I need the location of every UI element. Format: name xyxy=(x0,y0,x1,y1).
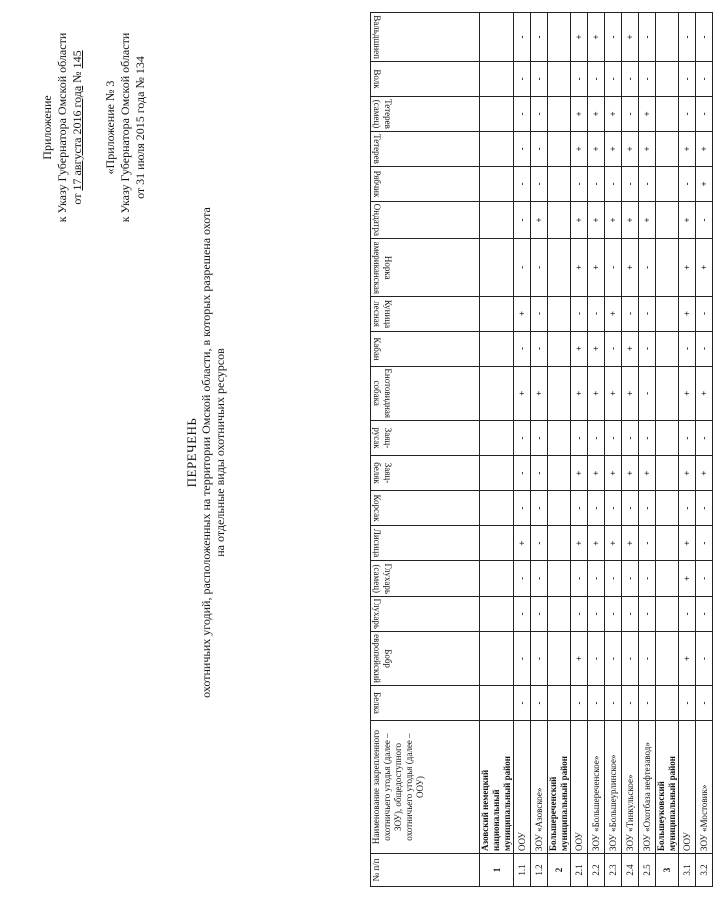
permission-mark: + xyxy=(531,201,548,238)
permission-mark: + xyxy=(571,96,588,131)
table-header-row xyxy=(371,13,480,887)
permission-mark xyxy=(548,421,571,456)
title-line1: охотничьих угодий, расположенных на территории Омской области, в которых разрешена охота xyxy=(199,207,213,698)
header-species: Заяц-русак xyxy=(371,421,480,456)
header-species: Заяц-беляк xyxy=(371,456,480,491)
permission-mark: + xyxy=(588,366,605,421)
row-number: 1 xyxy=(480,854,514,887)
permission-mark: - xyxy=(571,421,588,456)
permission-mark: + xyxy=(639,131,656,166)
permission-mark xyxy=(656,526,679,561)
permission-mark xyxy=(480,596,514,632)
permission-mark: + xyxy=(531,366,548,421)
permission-mark xyxy=(548,596,571,632)
header-species: Норка американская xyxy=(371,239,480,296)
permission-mark: - xyxy=(605,686,622,721)
permission-mark: - xyxy=(514,239,531,296)
annex-number: 145 xyxy=(70,50,84,69)
header-species: Рябчик xyxy=(371,166,480,201)
permission-mark xyxy=(656,491,679,526)
table-row xyxy=(605,13,622,887)
permission-mark xyxy=(480,632,514,686)
permission-mark: - xyxy=(622,421,639,456)
permission-mark: - xyxy=(588,596,605,632)
permission-mark xyxy=(548,491,571,526)
permission-mark: - xyxy=(696,632,713,686)
permission-mark: - xyxy=(588,491,605,526)
permission-mark xyxy=(480,296,514,331)
permission-mark: - xyxy=(605,632,622,686)
header-species: Белка xyxy=(371,686,480,721)
permission-mark xyxy=(656,421,679,456)
permission-mark: + xyxy=(679,366,696,421)
row-name: ЗОУ «Мостовик» xyxy=(696,721,713,854)
permission-mark: + xyxy=(622,131,639,166)
permission-mark: - xyxy=(571,596,588,632)
permission-mark xyxy=(656,13,679,62)
header-species: Ондатра xyxy=(371,201,480,238)
annex3-line2: к Указу Губернатора Омской области xyxy=(118,32,132,223)
permission-mark: - xyxy=(639,561,656,597)
permission-mark xyxy=(656,131,679,166)
permission-mark: - xyxy=(588,296,605,331)
header-name: Наименование закрепленного охотничьего угодья (далее – ЗОУ), общедоступного охотничьего угодья (далее – ООУ) xyxy=(371,721,480,854)
permission-mark xyxy=(480,561,514,597)
permission-mark: - xyxy=(679,61,696,96)
permission-mark xyxy=(548,526,571,561)
permission-mark xyxy=(480,61,514,96)
permission-mark: + xyxy=(679,456,696,491)
permission-mark: - xyxy=(514,686,531,721)
row-number: 2.5 xyxy=(639,854,656,887)
row-number: 2.1 xyxy=(571,854,588,887)
permission-mark xyxy=(548,561,571,597)
permission-mark: + xyxy=(679,239,696,296)
row-number: 1.2 xyxy=(531,854,548,887)
permission-mark: - xyxy=(514,632,531,686)
permission-mark: + xyxy=(622,331,639,366)
permission-mark: + xyxy=(622,366,639,421)
annex-line3: от 17 августа 2016 года № 145 xyxy=(70,50,84,205)
permission-mark: + xyxy=(679,131,696,166)
row-number: 2.3 xyxy=(605,854,622,887)
permission-mark: + xyxy=(622,201,639,238)
permission-mark: + xyxy=(639,201,656,238)
permission-mark: - xyxy=(531,561,548,597)
table-row xyxy=(548,13,571,887)
annex3-line1: «Приложение № 3 xyxy=(103,80,117,175)
permission-mark: - xyxy=(588,686,605,721)
permission-mark: - xyxy=(696,331,713,366)
table-row xyxy=(514,13,531,887)
permission-mark: - xyxy=(531,632,548,686)
permission-mark xyxy=(480,166,514,201)
permission-mark: + xyxy=(514,526,531,561)
annex-line1: Приложение xyxy=(40,95,54,160)
permission-mark: - xyxy=(605,61,622,96)
permission-mark: - xyxy=(514,561,531,597)
permission-mark: - xyxy=(639,686,656,721)
permission-mark: + xyxy=(622,456,639,491)
permission-mark: + xyxy=(679,296,696,331)
permission-mark xyxy=(656,239,679,296)
permission-mark: - xyxy=(514,456,531,491)
row-name: ЗОУ «Азовское» xyxy=(531,721,548,854)
table-row xyxy=(622,13,639,887)
permission-mark: - xyxy=(588,561,605,597)
permission-mark: - xyxy=(679,331,696,366)
permission-mark: - xyxy=(571,61,588,96)
permission-mark: - xyxy=(514,491,531,526)
header-species: Глухарь xyxy=(371,596,480,632)
header-num: № п/п xyxy=(371,854,480,887)
permission-mark: - xyxy=(679,491,696,526)
permission-mark: - xyxy=(531,131,548,166)
row-name: Большереченский муниципальный район xyxy=(548,721,571,854)
table-row xyxy=(531,13,548,887)
permission-mark: - xyxy=(588,421,605,456)
row-name: Большеуковский муниципальный район xyxy=(656,721,679,854)
permission-mark: - xyxy=(639,526,656,561)
row-number: 3.2 xyxy=(696,854,713,887)
permission-mark: - xyxy=(531,331,548,366)
permission-mark: - xyxy=(605,166,622,201)
permission-mark: + xyxy=(696,131,713,166)
permission-mark xyxy=(656,632,679,686)
permission-mark xyxy=(480,131,514,166)
permission-mark: + xyxy=(696,366,713,421)
permission-mark: + xyxy=(679,561,696,597)
hunting-grounds-table xyxy=(370,12,713,887)
permission-mark: + xyxy=(679,526,696,561)
header-species: Волк xyxy=(371,61,480,96)
permission-mark: - xyxy=(605,596,622,632)
permission-mark xyxy=(480,239,514,296)
permission-mark xyxy=(656,166,679,201)
permission-mark: - xyxy=(531,491,548,526)
row-number: 2.2 xyxy=(588,854,605,887)
permission-mark xyxy=(480,491,514,526)
permission-mark: - xyxy=(531,456,548,491)
row-name: ЗОУ «Большереченское» xyxy=(588,721,605,854)
permission-mark: + xyxy=(679,201,696,238)
permission-mark: - xyxy=(605,13,622,62)
permission-mark: + xyxy=(571,331,588,366)
row-name: ЗОУ «Охотбаза нефтезавод» xyxy=(639,721,656,854)
row-name: ООУ xyxy=(679,721,696,854)
title-heading: ПЕРЕЧЕНЬ xyxy=(184,417,199,488)
permission-mark: - xyxy=(622,561,639,597)
permission-mark: - xyxy=(514,166,531,201)
permission-mark: - xyxy=(622,491,639,526)
permission-mark: - xyxy=(696,491,713,526)
permission-mark: - xyxy=(622,596,639,632)
permission-mark: + xyxy=(588,201,605,238)
permission-mark: - xyxy=(588,166,605,201)
permission-mark: - xyxy=(605,421,622,456)
permission-mark xyxy=(656,201,679,238)
row-number: 3.1 xyxy=(679,854,696,887)
header-species: Енотовидная собака xyxy=(371,366,480,421)
header-species: Тетерев (самец) xyxy=(371,96,480,131)
permission-mark: - xyxy=(514,61,531,96)
permission-mark: + xyxy=(571,366,588,421)
permission-mark: + xyxy=(605,456,622,491)
row-name: ЗОУ «Большеурлинское» xyxy=(605,721,622,854)
permission-mark xyxy=(548,201,571,238)
permission-mark: + xyxy=(605,366,622,421)
table-row xyxy=(639,13,656,887)
permission-mark: + xyxy=(605,131,622,166)
permission-mark xyxy=(480,526,514,561)
permission-mark: + xyxy=(588,131,605,166)
permission-mark: - xyxy=(514,201,531,238)
annex-line2: к Указу Губернатора Омской области xyxy=(55,32,69,223)
header-species: Глухарь (самец) xyxy=(371,561,480,597)
permission-mark: - xyxy=(531,686,548,721)
permission-mark xyxy=(548,166,571,201)
permission-mark: + xyxy=(605,201,622,238)
permission-mark: - xyxy=(679,421,696,456)
permission-mark xyxy=(656,596,679,632)
permission-mark: - xyxy=(514,13,531,62)
permission-mark: - xyxy=(531,421,548,456)
permission-mark xyxy=(656,686,679,721)
permission-mark: + xyxy=(696,456,713,491)
permission-mark xyxy=(656,561,679,597)
permission-mark: - xyxy=(571,491,588,526)
table-row xyxy=(696,13,713,887)
permission-mark: - xyxy=(531,13,548,62)
permission-mark: - xyxy=(639,632,656,686)
permission-mark: - xyxy=(622,632,639,686)
permission-mark: - xyxy=(571,166,588,201)
permission-mark: + xyxy=(588,456,605,491)
permission-mark: - xyxy=(622,166,639,201)
permission-mark: + xyxy=(622,239,639,296)
permission-mark: - xyxy=(679,13,696,62)
permission-mark xyxy=(548,686,571,721)
permission-mark: - xyxy=(571,561,588,597)
permission-mark: - xyxy=(696,526,713,561)
permission-mark: - xyxy=(639,331,656,366)
permission-mark: + xyxy=(514,366,531,421)
header-species: Корсак xyxy=(371,491,480,526)
permission-mark: + xyxy=(679,632,696,686)
title-line2: на отдельные виды охотничьих ресурсов xyxy=(213,348,227,557)
header-species: Лисица xyxy=(371,526,480,561)
permission-mark: + xyxy=(696,239,713,296)
permission-mark: - xyxy=(679,96,696,131)
permission-mark: - xyxy=(514,331,531,366)
permission-mark: - xyxy=(639,421,656,456)
permission-mark: - xyxy=(622,686,639,721)
permission-mark xyxy=(656,296,679,331)
table-row xyxy=(588,13,605,887)
permission-mark: - xyxy=(639,13,656,62)
permission-mark xyxy=(548,61,571,96)
permission-mark: + xyxy=(588,331,605,366)
permission-mark: + xyxy=(571,239,588,296)
row-name: ЗОУ «Тинкульское» xyxy=(622,721,639,854)
permission-mark: - xyxy=(622,296,639,331)
permission-mark: + xyxy=(622,526,639,561)
document-title xyxy=(185,180,227,725)
annex3-block xyxy=(103,10,148,245)
permission-mark xyxy=(548,632,571,686)
permission-mark: - xyxy=(605,561,622,597)
permission-mark: + xyxy=(571,456,588,491)
header-species: Куница лесная xyxy=(371,296,480,331)
permission-mark: - xyxy=(639,596,656,632)
permission-mark: - xyxy=(605,239,622,296)
permission-mark: + xyxy=(588,13,605,62)
permission-mark: - xyxy=(531,96,548,131)
permission-mark: - xyxy=(696,13,713,62)
permission-mark: - xyxy=(605,491,622,526)
row-name: ООУ xyxy=(571,721,588,854)
row-number: 2 xyxy=(548,854,571,887)
permission-mark: - xyxy=(622,61,639,96)
permission-mark: - xyxy=(571,296,588,331)
permission-mark: - xyxy=(679,166,696,201)
permission-mark xyxy=(480,96,514,131)
permission-mark: - xyxy=(639,166,656,201)
permission-mark: - xyxy=(588,61,605,96)
permission-mark: + xyxy=(605,296,622,331)
permission-mark: + xyxy=(588,96,605,131)
permission-mark xyxy=(548,366,571,421)
permission-mark: + xyxy=(605,96,622,131)
permission-mark xyxy=(548,296,571,331)
permission-mark: - xyxy=(531,239,548,296)
header-species: Тетерев xyxy=(371,131,480,166)
permission-mark: - xyxy=(531,596,548,632)
permission-mark xyxy=(656,366,679,421)
permission-mark: - xyxy=(605,331,622,366)
permission-mark: - xyxy=(588,632,605,686)
annex-date: 17 августа 2016 года xyxy=(70,85,84,191)
permission-mark: - xyxy=(639,491,656,526)
annex-block xyxy=(40,10,85,245)
permission-mark: - xyxy=(531,526,548,561)
permission-mark: + xyxy=(571,13,588,62)
permission-mark: - xyxy=(696,201,713,238)
permission-mark: + xyxy=(571,131,588,166)
permission-mark: + xyxy=(588,239,605,296)
permission-mark: - xyxy=(639,239,656,296)
permission-mark xyxy=(548,239,571,296)
permission-mark: + xyxy=(571,201,588,238)
permission-mark xyxy=(480,13,514,62)
permission-mark: - xyxy=(571,686,588,721)
permission-mark: - xyxy=(679,686,696,721)
permission-mark: - xyxy=(514,96,531,131)
row-name: ООУ xyxy=(514,721,531,854)
permission-mark xyxy=(480,201,514,238)
table-row xyxy=(571,13,588,887)
permission-mark xyxy=(480,366,514,421)
row-number: 3 xyxy=(656,854,679,887)
permission-mark: + xyxy=(588,526,605,561)
permission-mark xyxy=(548,96,571,131)
row-number: 1.1 xyxy=(514,854,531,887)
permission-mark: - xyxy=(531,61,548,96)
permission-mark: + xyxy=(639,456,656,491)
header-species: Кабан xyxy=(371,331,480,366)
permission-mark: - xyxy=(696,596,713,632)
permission-mark: - xyxy=(679,596,696,632)
permission-mark: - xyxy=(696,96,713,131)
permission-mark: + xyxy=(514,296,531,331)
row-name: Азовский немецкий национальный муниципальный район xyxy=(480,721,514,854)
permission-mark xyxy=(548,456,571,491)
permission-mark: + xyxy=(605,526,622,561)
permission-mark: - xyxy=(696,686,713,721)
permission-mark: + xyxy=(571,632,588,686)
permission-mark xyxy=(548,331,571,366)
permission-mark xyxy=(480,456,514,491)
permission-mark: - xyxy=(531,166,548,201)
permission-mark: - xyxy=(514,421,531,456)
table-body xyxy=(480,13,713,887)
table-row xyxy=(679,13,696,887)
table-row xyxy=(656,13,679,887)
header-species: Вальдшнеп xyxy=(371,13,480,62)
permission-mark: + xyxy=(639,96,656,131)
table-row xyxy=(480,13,514,887)
permission-mark: - xyxy=(514,131,531,166)
permission-mark: + xyxy=(571,526,588,561)
permission-mark xyxy=(656,61,679,96)
permission-mark: - xyxy=(696,421,713,456)
permission-mark xyxy=(656,456,679,491)
header-species: Бобр европейский xyxy=(371,632,480,686)
annex3-line3: от 31 июля 2015 года № 134 xyxy=(133,56,147,199)
permission-mark xyxy=(480,331,514,366)
permission-mark: - xyxy=(696,561,713,597)
permission-mark xyxy=(548,13,571,62)
permission-mark: - xyxy=(531,296,548,331)
permission-mark: + xyxy=(696,166,713,201)
permission-mark: - xyxy=(514,596,531,632)
permission-mark xyxy=(548,131,571,166)
permission-mark xyxy=(480,421,514,456)
permission-mark: - xyxy=(639,61,656,96)
permission-mark: + xyxy=(622,13,639,62)
permission-mark: - xyxy=(639,296,656,331)
permission-mark xyxy=(480,686,514,721)
permission-mark xyxy=(656,96,679,131)
permission-mark: - xyxy=(696,61,713,96)
permission-mark: - xyxy=(622,96,639,131)
row-number: 2.4 xyxy=(622,854,639,887)
permission-mark xyxy=(656,331,679,366)
permission-mark: - xyxy=(696,296,713,331)
permission-mark: - xyxy=(639,366,656,421)
